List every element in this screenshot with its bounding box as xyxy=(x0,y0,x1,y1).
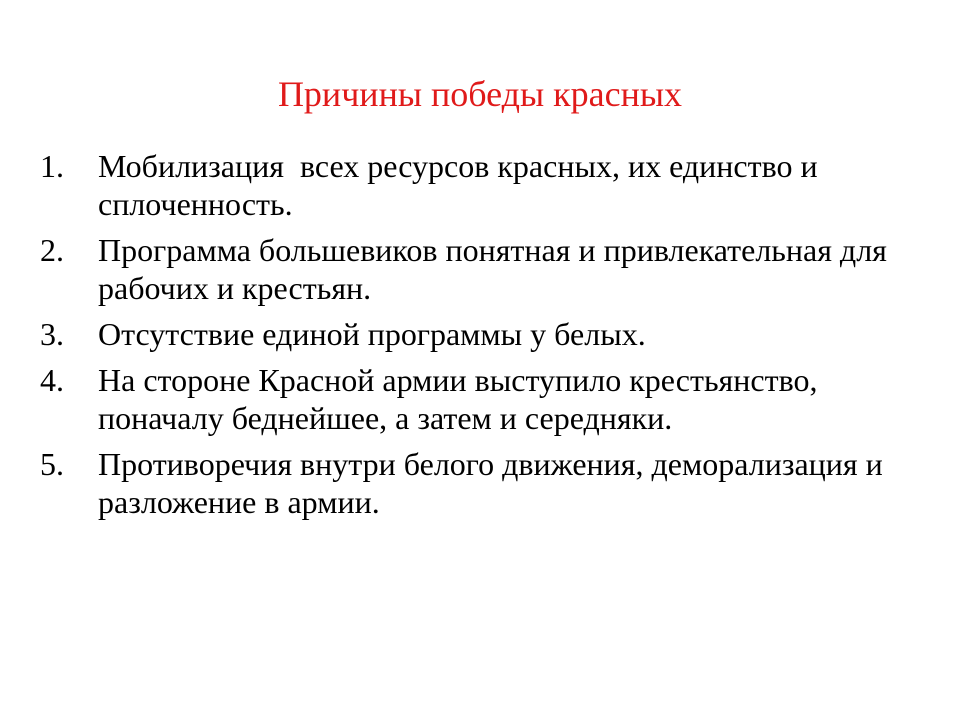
list-item-number: 4. xyxy=(40,362,64,398)
list-item-text: На стороне Красной армии выступило крестьянство, поначалу беднейшее, а затем и середняки. xyxy=(98,362,826,436)
list-item-number: 1. xyxy=(40,148,64,184)
list-item xyxy=(40,315,920,353)
list-item xyxy=(40,231,920,307)
list-item xyxy=(40,445,920,521)
list-item-text: Противоречия внутри белого движения, деморализация и разложение в армии. xyxy=(98,446,891,520)
list-item-text: Мобилизация всех ресурсов красных, их единство и сплоченность. xyxy=(98,148,826,222)
list-item xyxy=(40,361,920,437)
list-item-number: 5. xyxy=(40,446,64,482)
list-item-number: 3. xyxy=(40,316,64,352)
list-item-text: Отсутствие единой программы у белых. xyxy=(98,316,646,352)
list-item xyxy=(40,147,920,223)
reasons-list xyxy=(40,147,920,529)
list-item-text: Программа большевиков понятная и привлекательная для рабочих и крестьян. xyxy=(98,232,895,306)
list-item-number: 2. xyxy=(40,232,64,268)
slide-title: Причины победы красных xyxy=(277,74,683,114)
